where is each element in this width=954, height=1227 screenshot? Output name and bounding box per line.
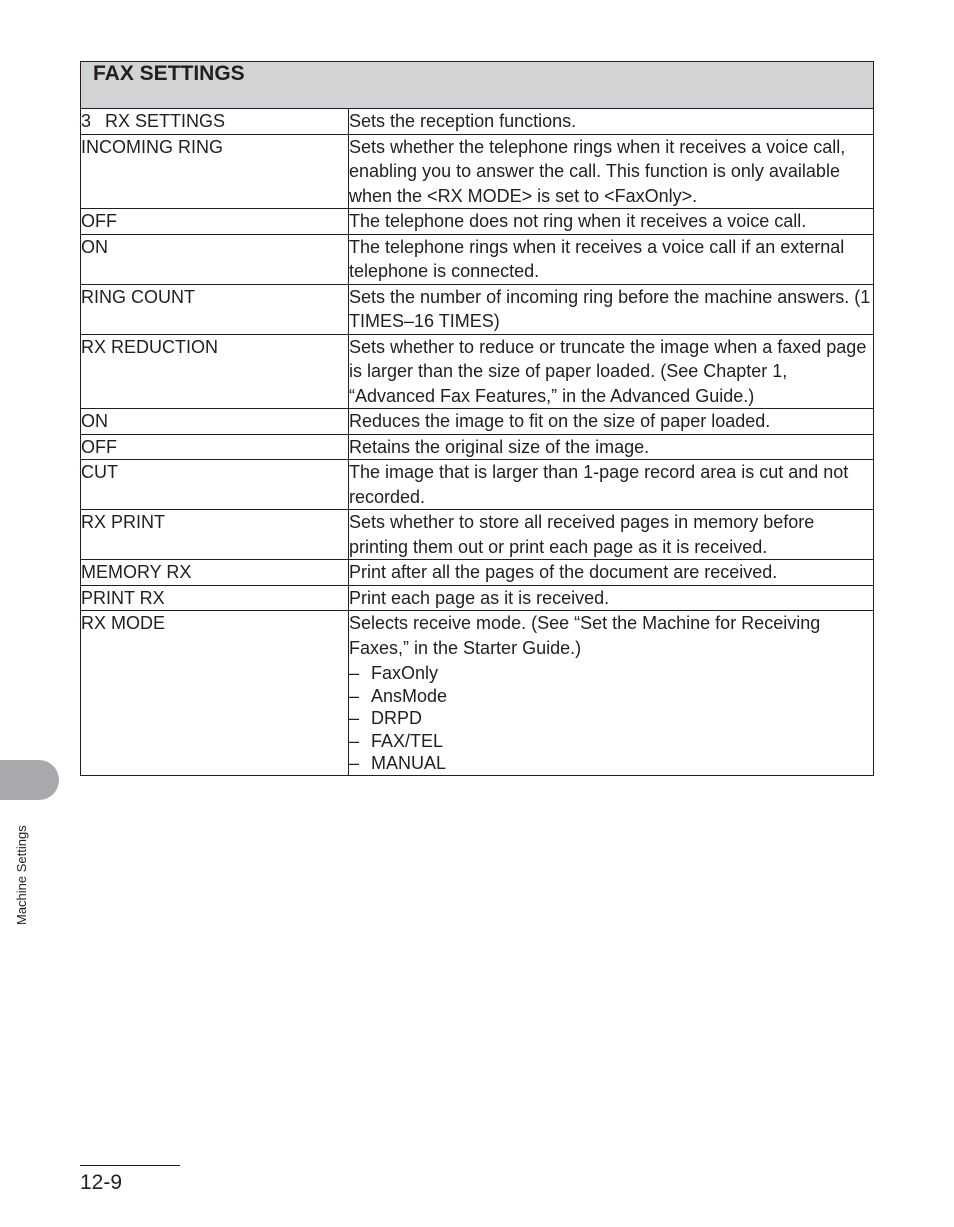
setting-label: RX MODE <box>81 611 349 776</box>
table-row <box>81 560 874 586</box>
setting-label: RING COUNT <box>81 284 349 334</box>
description-cell: Print each page as it is received. <box>349 585 874 611</box>
setting-label: RX PRINT <box>81 510 349 560</box>
table-row <box>81 234 874 284</box>
chapter-label: Machine Settings <box>14 825 29 925</box>
description-cell: The telephone does not ring when it receives a voice call. <box>349 209 874 235</box>
description-cell: Sets the number of incoming ring before the machine answers. (1 TIMES–16 TIMES) <box>349 284 874 334</box>
description-cell: Sets whether to store all received pages in memory before printing them out or print each page as it is received. <box>349 510 874 560</box>
setting-label: RX REDUCTION <box>81 334 349 409</box>
setting-label: ON <box>81 234 349 284</box>
description-cell <box>349 611 874 776</box>
section-number: 3 <box>81 111 92 131</box>
dash: – <box>349 753 360 773</box>
dash: – <box>349 663 360 683</box>
dash: – <box>349 708 360 728</box>
setting-label: OFF <box>81 209 349 235</box>
table-row <box>81 434 874 460</box>
dash: – <box>349 730 360 751</box>
setting-label: RX SETTINGS <box>105 111 226 131</box>
table-title: FAX SETTINGS <box>81 62 874 109</box>
table-row <box>81 510 874 560</box>
dash: – <box>349 685 360 706</box>
setting-label: CUT <box>81 460 349 510</box>
description-cell: Sets whether the telephone rings when it receives a voice call, enabling you to answer the call. This function is only available when the <RX MODE> is set to <FaxOnly>. <box>349 134 874 209</box>
description-cell: The image that is larger than 1-page record area is cut and not recorded. <box>349 460 874 510</box>
chapter-tab <box>0 760 59 800</box>
description-cell: Sets the reception functions. <box>349 109 874 135</box>
table-header-row <box>81 62 874 109</box>
description-cell: The telephone rings when it receives a voice call if an external telephone is connected. <box>349 234 874 284</box>
table-row <box>81 284 874 334</box>
option-label: FAX/TEL <box>371 730 444 751</box>
option-label: AnsMode <box>371 685 448 706</box>
table-row <box>81 334 874 409</box>
table-row <box>81 109 874 135</box>
table-row <box>81 585 874 611</box>
table-row <box>81 611 874 776</box>
list-item <box>349 730 873 753</box>
footer-divider <box>80 1165 180 1166</box>
table-row <box>81 460 874 510</box>
list-item <box>349 685 873 708</box>
setting-label: INCOMING RING <box>81 134 349 209</box>
option-label: FaxOnly <box>371 663 439 683</box>
option-label: DRPD <box>371 708 423 728</box>
setting-label: OFF <box>81 434 349 460</box>
description-cell: Retains the original size of the image. <box>349 434 874 460</box>
table-row <box>81 134 874 209</box>
list-item <box>349 707 873 730</box>
table-row <box>81 409 874 435</box>
description-cell: Print after all the pages of the document are received. <box>349 560 874 586</box>
rx-mode-options <box>349 662 873 775</box>
setting-cell <box>81 109 349 135</box>
setting-label: MEMORY RX <box>81 560 349 586</box>
description-cell: Sets whether to reduce or truncate the image when a faxed page is larger than the size of paper loaded. (See Chapter 1, “Advanced Fax Features,” in the Advanced Guide.) <box>349 334 874 409</box>
description-text: Selects receive mode. (See “Set the Machine for Receiving Faxes,” in the Starter Guide.) <box>349 613 821 658</box>
option-label: MANUAL <box>371 753 447 773</box>
setting-label: PRINT RX <box>81 585 349 611</box>
page-number: 12-9 <box>80 1171 123 1194</box>
setting-label: ON <box>81 409 349 435</box>
fax-settings-table <box>80 61 874 776</box>
table-row <box>81 209 874 235</box>
list-item <box>349 752 873 775</box>
description-cell: Reduces the image to fit on the size of paper loaded. <box>349 409 874 435</box>
list-item <box>349 662 873 685</box>
